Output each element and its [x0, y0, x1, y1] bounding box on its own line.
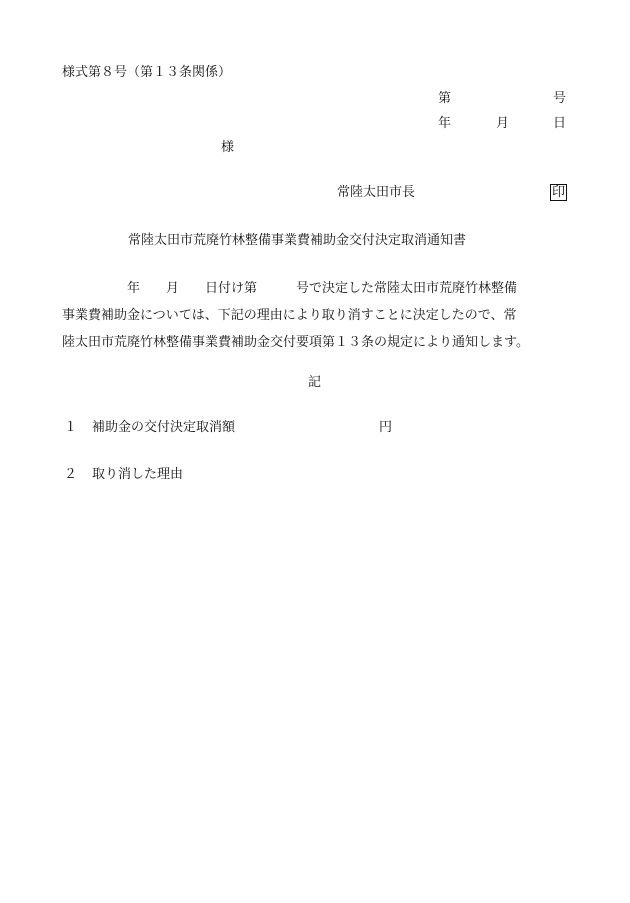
addressee-suffix: 様 — [221, 140, 235, 155]
item-2-label: 取り消した理由 — [92, 467, 184, 482]
seal-mark: 印 — [552, 185, 566, 200]
date-day: 日 — [553, 116, 567, 131]
item-1-label: 補助金の交付決定取消額 — [92, 420, 236, 435]
item-1-unit: 円 — [379, 420, 393, 435]
date-year: 年 — [438, 116, 452, 131]
doc-number-prefix: 第 — [438, 91, 452, 106]
item-1-number: １ — [64, 420, 78, 435]
body-line-3: 陸太田市荒廃竹林整備事業費補助金交付要項第１３条の規定により通知します。 — [62, 335, 529, 350]
form-label: 様式第８号（第１３条関係） — [62, 65, 232, 80]
ki-heading: 記 — [308, 375, 322, 390]
date-month: 月 — [496, 116, 510, 131]
body-paragraph — [62, 275, 582, 356]
item-2-number: ２ — [64, 467, 78, 482]
body-line-1: 年 月 日付け第 号で決定した常陸太田市荒廃竹林整備 — [62, 281, 518, 296]
body-line-2: 事業費補助金については、下記の理由により取り消すことに決定したので、常 — [62, 308, 517, 323]
issuer-title: 常陸太田市長 — [337, 185, 416, 200]
doc-number-suffix: 号 — [553, 91, 567, 106]
document-title: 常陸太田市荒廃竹林整備事業費補助金交付決定取消通知書 — [128, 233, 467, 248]
